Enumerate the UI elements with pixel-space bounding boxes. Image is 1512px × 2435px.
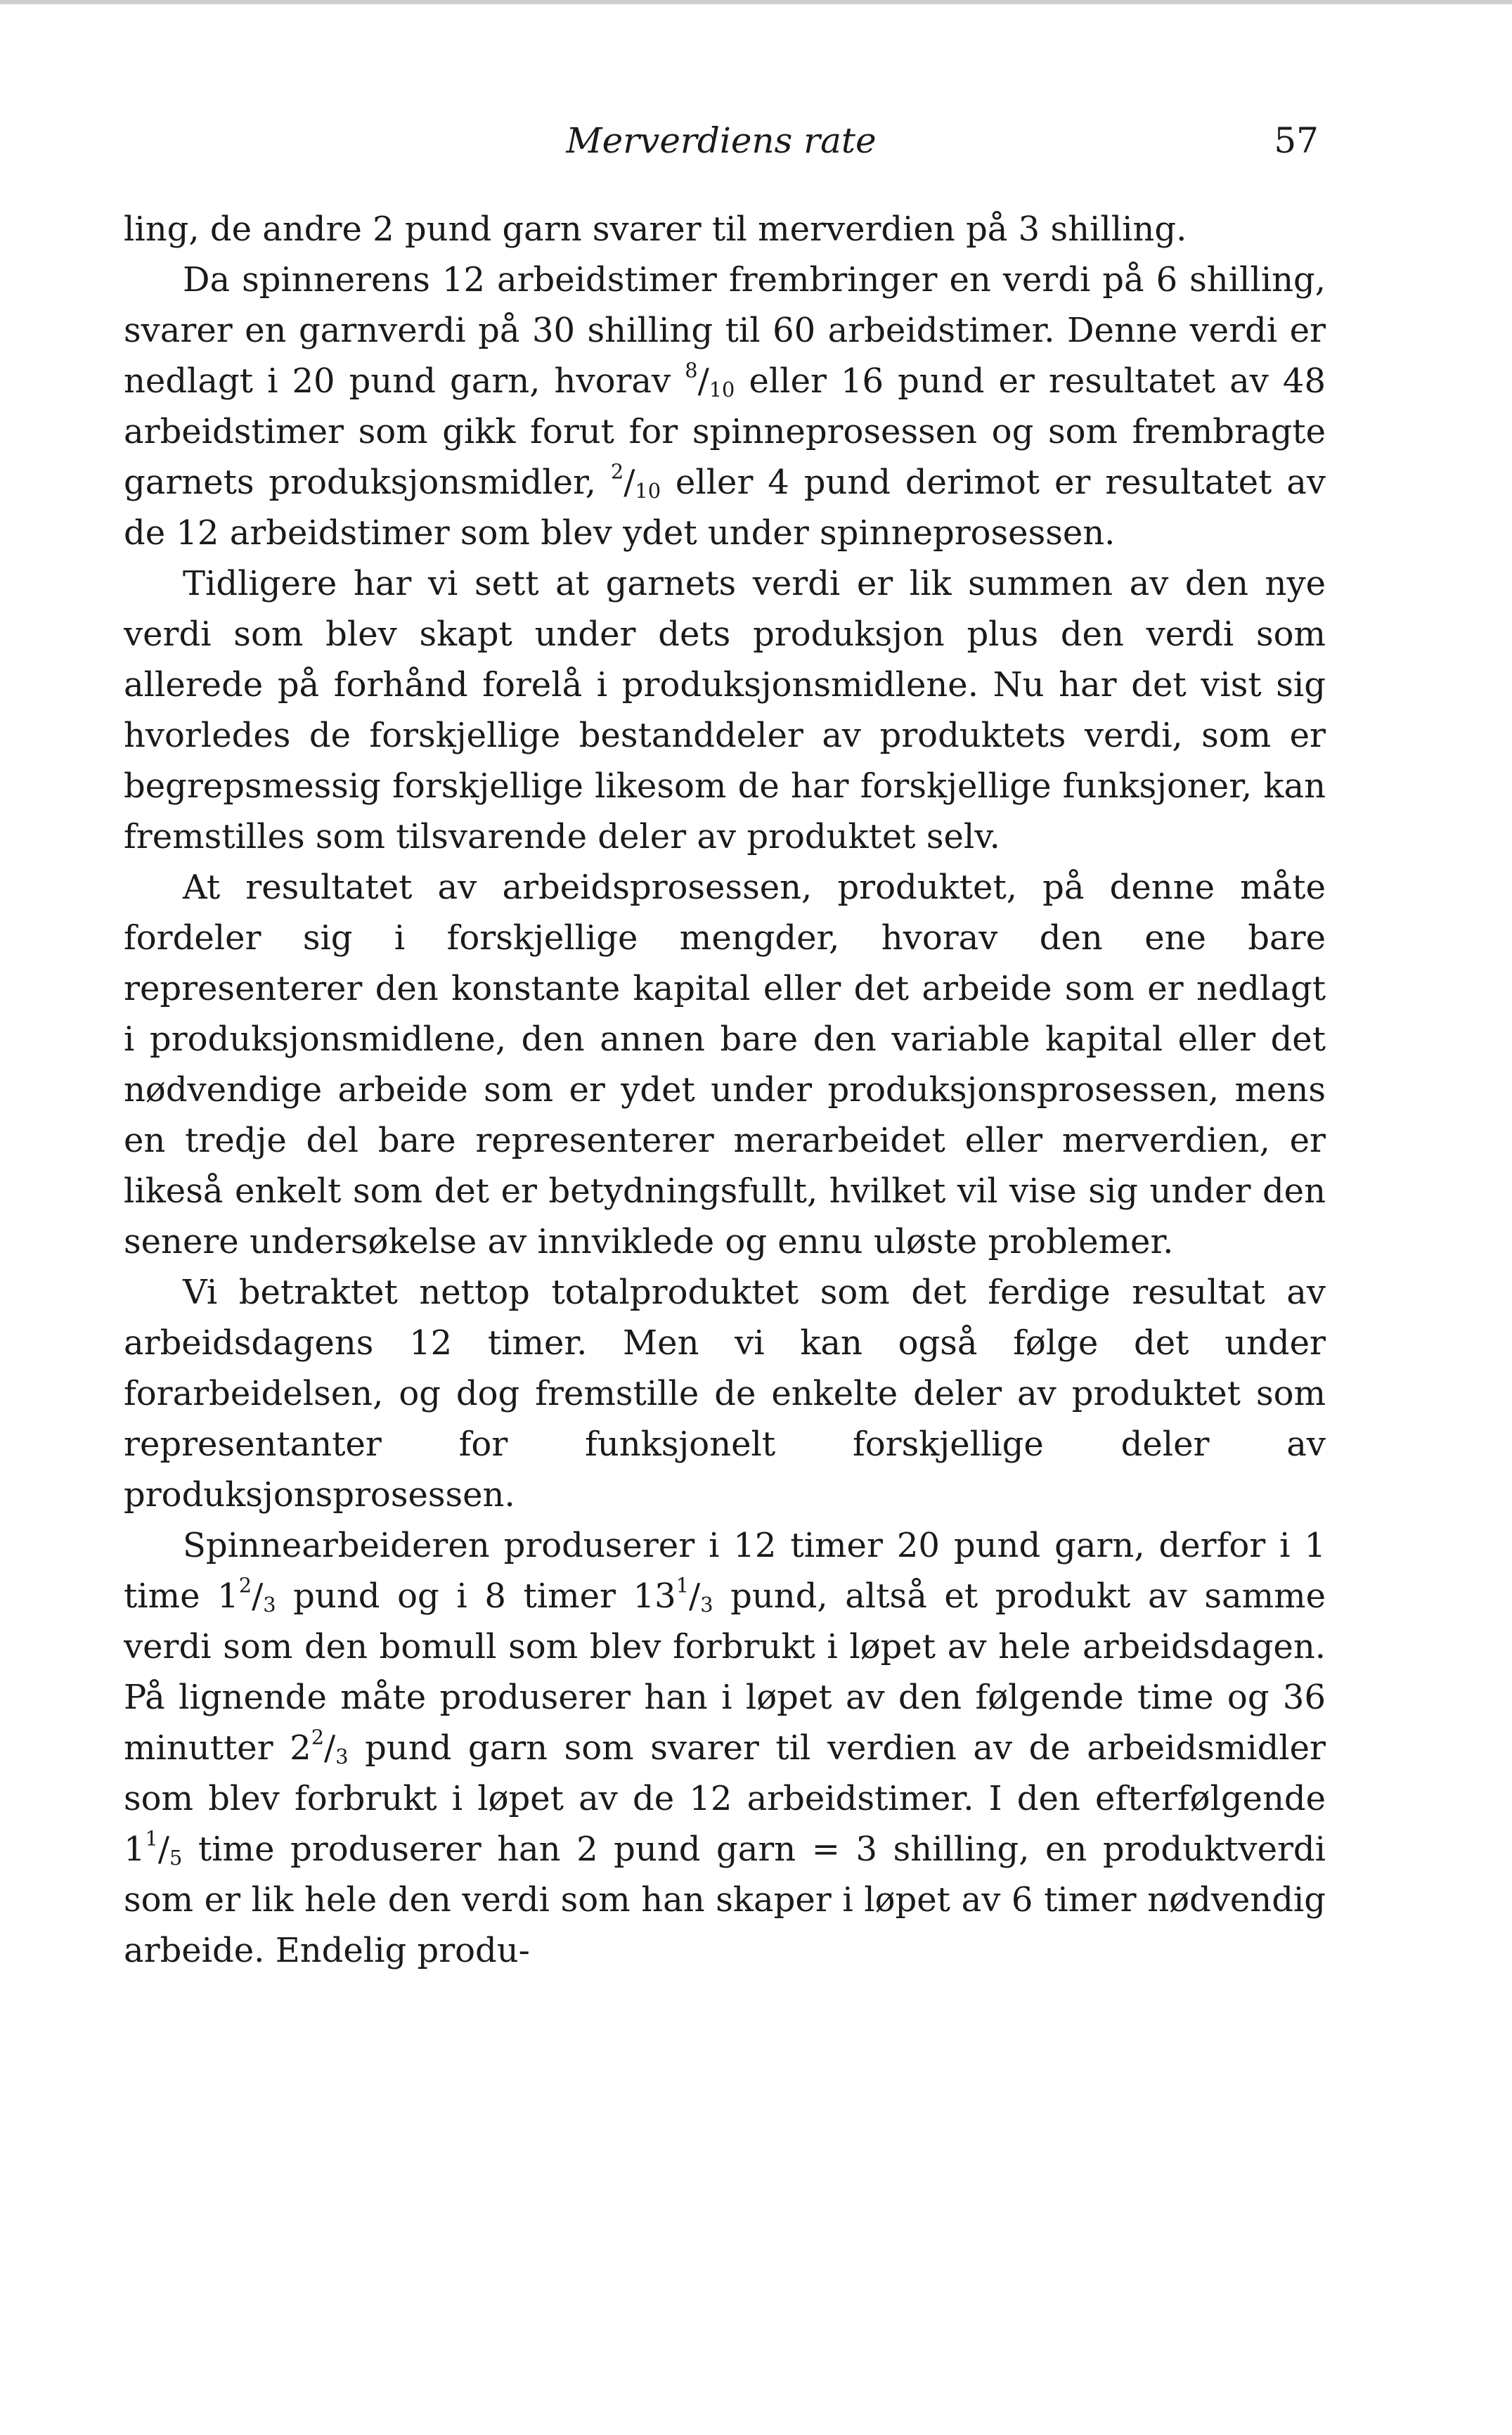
fraction-denominator: 10 [709,377,735,401]
paragraph-5-text: Vi betraktet nettop totalproduktet som det ferdige resultat av arbeidsdagens 12 timer. Men vi kan også følge det under forarbeidelsen, og dog fremstille de enkelte deler av produktet som representanter for funksjonelt forskjellige deler av produksjonsprosessen. [124,1273,1326,1515]
paragraph-2-text-b: eller 16 pund er resultatet av 48 arbeidstimer som gikk forut for spinneprosessen og som frembragte garnets produksjonsmidler, [124,361,1326,502]
page-number: 57 [1274,120,1319,161]
paragraph-2-text-a: Da spinnerens 12 arbeidstimer frembringer en verdi på 6 shilling, svarer en garnverdi på 30 shilling til 60 arbeidstimer. Denne verdi er nedlagt i 20 pund garn, hvorav [124,260,1326,401]
paragraph-4 [124,862,1326,1267]
paragraph-6-text-d: pund garn som svarer til verdien av de arbeidsmidler som blev forbrukt i løpet av de 12 arbeidstimer. I den efterfølgende 1 [124,1728,1326,1869]
paragraph-6-text-e: time produserer han 2 pund garn = 3 shilling, en produktverdi som er lik hele den verdi som han skaper i løpet av 6 timer nødvendig arbeide. Endelig produ- [124,1830,1326,1970]
fraction-numerator: 2 [238,1573,252,1598]
fraction-denominator: 3 [263,1592,276,1617]
fraction-denominator: 3 [335,1744,349,1768]
body-text [124,204,1326,1976]
paragraph-6: Spinnearbeideren produserer i 12 timer 20 pund garn, derfor i 1 time $1^2/_3$ pund og i 8 timer $13^1/_3$ pund, altså et produkt av samme verdi som den bomull som blev forbrukt i løpet av hele arbeidsdagen. På lignende måte produserer han i løpet av den følgende time og 36 minutter $2^2/_3$ pund garn som svarer til verdien av de arbeidsmidler som blev forbrukt i løpet av de 12 arbeidstimer. I den efterfølgende $1^1/_5$ time produserer han 2 pund garn = 3 shilling, en produktverdi som er lik hele den verdi som han skaper i løpet av 6 timer nødvendig arbeide. Endelig produ- [124,1526,1326,1970]
paragraph-6-text-c: pund, altså et produkt av samme verdi som den bomull som blev forbrukt i løpet av hele arbeidsdagen. På lignende måte produserer han i løpet av den følgende time og 36 minutter 2 [124,1576,1326,1768]
fraction-denominator: 5 [169,1845,183,1870]
paragraph-3-text: Tidligere har vi sett at garnets verdi er lik summen av den nye verdi som blev skapt under dets produksjon plus den verdi som allerede på forhånd forelå i produksjonsmidlene. Nu har det vist sig hvorledes de forskjellige bestanddeler av produktets verdi, som er begrepsmessig forskjellige likesom de har forskjellige funksjoner, kan fremstilles som tilsvarende deler av produktet selv. [124,564,1326,856]
fraction-denominator: 3 [700,1592,713,1617]
paragraph-4-text: At resultatet av arbeidsprosessen, produktet, på denne måte fordeler sig i forskjellige mengder, hvorav den ene bare representerer den konstante kapital eller det arbeide som er nedlagt i produksjonsmidlene, den annen bare den variable kapital eller det nødvendige arbeide som er ydet under produksjonsprosessen, mens en tredje del bare representerer merarbeidet eller merverdien, er likeså enkelt som det er betydningsfullt, hvilket vil vise sig under den senere undersøkelse av innviklede og ennu uløste problemer. [124,868,1326,1261]
fraction-numerator: 2 [610,459,624,484]
page-top-edge [0,0,1512,4]
paragraph-6-text-a: Spinnearbeideren produserer i 12 timer 20 pund garn, derfor i 1 time 1 [124,1526,1326,1616]
paragraph-3 [124,558,1326,862]
paragraph-2: Da spinnerens 12 arbeidstimer frembringer en verdi på 6 shilling, svarer en garnverdi på 30 shilling til 60 arbeidstimer. Denne verdi er nedlagt i 20 pund garn, hvorav $^8/_{10}$ eller 16 pund er resultatet av 48 arbeidstimer som gikk forut for spinneprosessen og som frembragte garnets produksjonsmidler, $^2/_{10}$ eller 4 pund derimot er resultatet av de 12 arbeidstimer som blev ydet under spinneprosessen. [124,260,1326,553]
running-header [124,113,1319,169]
paragraph-2-text-c: eller 4 pund derimot er resultatet av de 12 arbeidstimer som blev ydet under spinneprosessen. [124,463,1326,553]
running-title: Merverdiens rate [566,120,877,161]
paragraph-1 [124,204,1326,255]
fraction-numerator: 2 [311,1725,325,1749]
fraction-numerator: 8 [685,358,698,383]
fraction-denominator: 10 [635,478,661,503]
paragraph-6-text-b: pund og i 8 timer 13 [276,1576,676,1616]
fraction-numerator: 1 [145,1826,158,1851]
paragraph-5 [124,1267,1326,1520]
fraction-numerator: 1 [676,1573,690,1598]
paragraph-1-text: ling, de andre 2 pund garn svarer til merverdien på 3 shilling. [124,210,1187,249]
